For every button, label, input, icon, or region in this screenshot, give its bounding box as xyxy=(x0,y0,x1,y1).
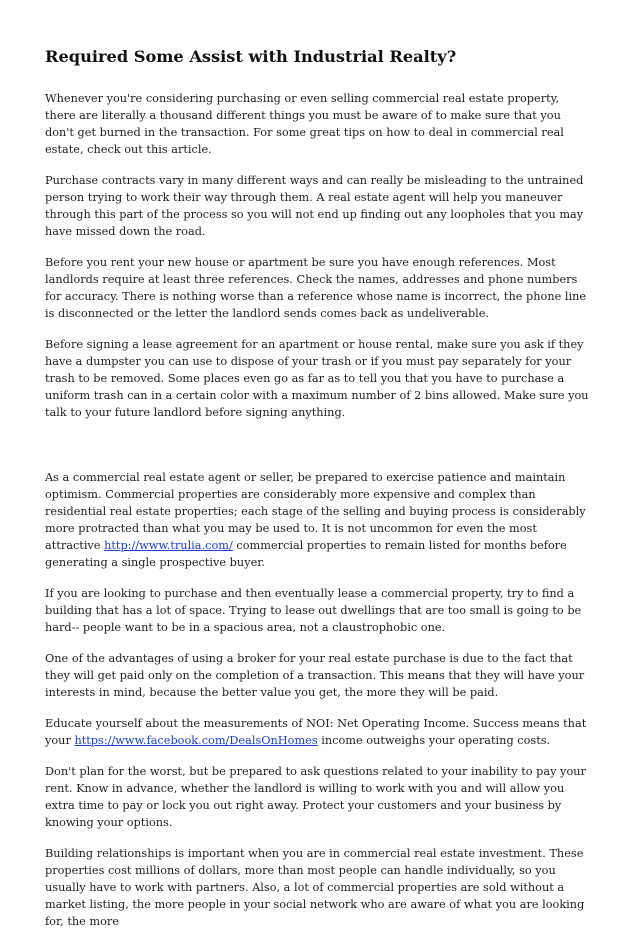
paragraph-4: Before signing a lease agreement for an apartment or house rental, make sure you ask if they have a dumpster you can use to dispose of your trash or if you must pay separately for your trash to be removed. Some places even go as far as to tell you that you have to purchase a uniform trash can in a certain color with a maximum number of 2 bins allowed. Make sure you talk to your future landlord before signing anything. xyxy=(45,338,589,419)
paragraph-10: Building relationships is important when you are in commercial real estate investment. These properties cost millions of dollars, more than most people can handle individually, so you usually have to work with partners. Also, a lot of commercial properties are sold without a market listing, the more people in your social network who are aware of what you are looking for, the more xyxy=(45,847,585,928)
paragraph-8-text-start: Educate yourself about the measurements of NOI: Net Operating Income. Success means that your xyxy=(45,717,587,747)
paragraph-6: If you are looking to purchase and then eventually lease a commercial property, try to find a building that has a lot of space. Trying to lease out dwellings that are too small is going to be hard-- people want to be in a spacious area, not a claustrophobic one. xyxy=(45,587,582,634)
facebook-link[interactable]: https://www.facebook.com/DealsOnHomes xyxy=(74,734,318,747)
paragraph-9: Don't plan for the worst, but be prepared to ask questions related to your inability to pay your rent. Know in advance, whether the landlord is willing to work with you and will allow you extra time to pay or lock you out right away. Protect your customers and your business by knowing your options. xyxy=(45,765,586,829)
paragraph-8-text-end: income outweighs your operating costs. xyxy=(317,734,551,747)
trulia-link[interactable]: http://www.trulia.com/ xyxy=(104,539,233,552)
paragraph-5-text-start: As a commercial real estate agent or seller, be prepared to exercise patience and maintain optimism. Commercial properties are considerably more expensive and complex than residential real estate properties; each stage of the selling and buying process is considerably more protracted than what you may be used to. It is not uncommon for even the most attractive xyxy=(45,471,586,552)
paragraph-2: Purchase contracts vary in many different ways and can really be misleading to the untrained person trying to work their way through them. A real estate agent will help you maneuver through this part of the process so you will not end up finding out any loopholes that you may have missed down the road. xyxy=(45,174,584,238)
paragraph-8 xyxy=(45,715,593,749)
paragraph-5 xyxy=(45,469,593,571)
paragraph-3: Before you rent your new house or apartment be sure you have enough references. Most landlords require at least three references. Check the names, addresses and phone numbers for accuracy. There is nothing worse than a reference whose name is incorrect, the phone line is disconnected or the letter the landlord sends comes back as undeliverable. xyxy=(45,256,587,320)
document-title: Required Some Assist with Industrial Realty? xyxy=(45,47,457,66)
paragraph-5-text-end: commercial properties to remain listed for months before generating a single prospective buyer. xyxy=(45,539,567,569)
document-page xyxy=(45,46,593,944)
paragraph-7: One of the advantages of using a broker for your real estate purchase is due to the fact that they will get paid only on the completion of a transaction. This means that they will have your interests in mind, because the better value you get, the more they will be paid. xyxy=(45,652,585,699)
paragraph-1: Whenever you're considering purchasing or even selling commercial real estate property, there are literally a thousand different things you must be aware of to make sure that you don't get burned in the transaction. For some great tips on how to deal in commercial real estate, check out this article. xyxy=(45,92,564,156)
